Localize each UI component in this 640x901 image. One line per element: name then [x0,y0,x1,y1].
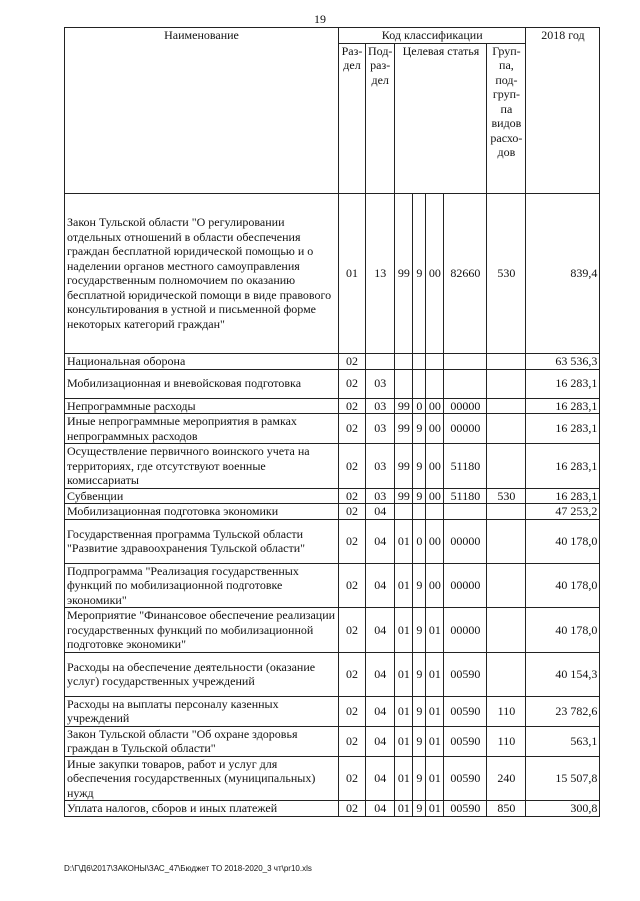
header-subsection: Под- раз- дел [366,43,395,193]
table-row [65,488,600,504]
row-target-1: 99 [395,193,413,353]
row-target-1: 01 [395,726,413,756]
header-name: Наименование [65,28,339,194]
row-target-1: 01 [395,756,413,801]
row-subsection: 03 [366,369,395,398]
row-target-2: 9 [413,608,426,653]
row-name: Мобилизационная и вневойсковая подготовка [65,369,339,398]
row-expense-group [487,563,526,608]
row-section: 02 [339,353,366,369]
row-expense-group [487,353,526,369]
row-target-3: 00 [426,444,444,489]
row-expense-group [487,369,526,398]
row-expense-group: 110 [487,726,526,756]
row-subsection: 04 [366,756,395,801]
row-target-2: 9 [413,696,426,726]
table-row [65,563,600,608]
row-sum: 15 507,8 [526,756,600,801]
row-expense-group [487,414,526,444]
table-row [65,652,600,696]
row-target-2: 9 [413,563,426,608]
row-target-2: 9 [413,801,426,817]
row-expense-group [487,444,526,489]
budget-table [64,27,600,817]
row-name: Государственная программа Тульской области "Развитие здравоохранения Тульской области" [65,519,339,563]
row-target-4: 00590 [444,756,487,801]
row-subsection: 04 [366,696,395,726]
table-row [65,193,600,353]
row-expense-group: 110 [487,696,526,726]
row-target-1: 99 [395,444,413,489]
row-section: 02 [339,608,366,653]
row-name: Мероприятие "Финансовое обеспечение реализации государственных функций по мобилизационной подготовке экономики" [65,608,339,653]
row-expense-group [487,519,526,563]
row-target-1 [395,353,413,369]
row-section: 01 [339,193,366,353]
row-target-2: 9 [413,444,426,489]
row-sum: 63 536,3 [526,353,600,369]
row-subsection: 04 [366,652,395,696]
row-target-1: 01 [395,608,413,653]
row-sum: 16 283,1 [526,369,600,398]
row-sum: 47 253,2 [526,504,600,520]
header-expense-group: Груп- па, под- груп- па видов расхо- дов [487,43,526,193]
row-subsection: 03 [366,398,395,414]
row-subsection: 13 [366,193,395,353]
row-section: 02 [339,652,366,696]
header-target: Целевая статья [395,43,487,193]
row-section: 02 [339,519,366,563]
row-target-3: 00 [426,398,444,414]
row-sum: 16 283,1 [526,398,600,414]
table-row [65,353,600,369]
row-target-3: 00 [426,519,444,563]
table-row [65,726,600,756]
row-target-3: 01 [426,801,444,817]
row-name: Мобилизационная подготовка экономики [65,504,339,520]
table-row [65,504,600,520]
row-expense-group: 850 [487,801,526,817]
row-target-3: 01 [426,652,444,696]
row-target-3: 01 [426,608,444,653]
header-code-group: Код классификации [339,28,526,44]
row-target-1: 01 [395,563,413,608]
header-year: 2018 год [526,28,600,194]
row-subsection: 04 [366,504,395,520]
row-target-3: 00 [426,563,444,608]
row-target-4 [444,353,487,369]
table-row [65,519,600,563]
row-expense-group [487,398,526,414]
row-subsection: 04 [366,563,395,608]
row-target-2: 9 [413,414,426,444]
row-section: 02 [339,801,366,817]
row-target-1: 99 [395,488,413,504]
row-sum: 563,1 [526,726,600,756]
row-target-2: 0 [413,398,426,414]
row-name: Иные непрограммные мероприятия в рамках непрограммных расходов [65,414,339,444]
row-target-1: 99 [395,414,413,444]
row-sum: 23 782,6 [526,696,600,726]
row-section: 02 [339,398,366,414]
page-number: 19 [314,12,326,26]
row-subsection: 03 [366,444,395,489]
row-name: Закон Тульской области "О регулировании отдельных отношений в области обеспечения граждан бесплатной юридической помощью и о наделении органов местного самоуправления государственным полномочием по оказанию бесплатной юридической помощи в виде правового консультирования в устной и письменной форме некоторых категорий граждан" [65,193,339,353]
file-path-footer: D:\Г\Д6\2017\ЗАКОНЫ\ЗАС_47\Бюджет ТО 2018-2020_3 чт\pr10.xls [64,864,312,873]
row-name: Закон Тульской области "Об охране здоровья граждан в Тульской области" [65,726,339,756]
row-section: 02 [339,504,366,520]
row-target-2: 9 [413,652,426,696]
row-target-2: 9 [413,193,426,353]
row-section: 02 [339,369,366,398]
row-target-1: 99 [395,398,413,414]
row-target-4: 51180 [444,488,487,504]
row-target-4: 00590 [444,652,487,696]
row-target-3: 00 [426,488,444,504]
row-target-1 [395,504,413,520]
row-target-2 [413,353,426,369]
row-expense-group: 240 [487,756,526,801]
table-row [65,398,600,414]
row-section: 02 [339,444,366,489]
table-row [65,444,600,489]
row-subsection: 03 [366,414,395,444]
row-section: 02 [339,696,366,726]
row-target-3: 00 [426,193,444,353]
row-target-4: 00000 [444,519,487,563]
row-target-3: 00 [426,414,444,444]
table-row [65,756,600,801]
row-section: 02 [339,414,366,444]
row-name: Осуществление первичного воинского учета на территориях, где отсутствуют военные комиссариаты [65,444,339,489]
row-expense-group: 530 [487,488,526,504]
row-sum: 16 283,1 [526,444,600,489]
table-row [65,369,600,398]
row-subsection [366,353,395,369]
row-target-4: 82660 [444,193,487,353]
row-section: 02 [339,756,366,801]
row-subsection: 04 [366,801,395,817]
row-subsection: 04 [366,519,395,563]
row-target-2: 9 [413,726,426,756]
table-row [65,696,600,726]
row-sum: 40 178,0 [526,608,600,653]
row-name: Субвенции [65,488,339,504]
table-row [65,414,600,444]
row-target-4 [444,504,487,520]
row-target-4: 00000 [444,414,487,444]
row-target-1: 01 [395,652,413,696]
row-target-2 [413,369,426,398]
row-target-3: 01 [426,756,444,801]
row-target-2: 9 [413,488,426,504]
row-target-4 [444,369,487,398]
row-target-1: 01 [395,519,413,563]
row-expense-group [487,504,526,520]
row-subsection: 04 [366,726,395,756]
row-sum: 839,4 [526,193,600,353]
row-target-2: 0 [413,519,426,563]
row-name: Расходы на выплаты персоналу казенных учреждений [65,696,339,726]
row-target-2: 9 [413,756,426,801]
row-target-4: 00000 [444,608,487,653]
row-name: Подпрограмма "Реализация государственных функций по мобилизационной подготовке экономики" [65,563,339,608]
row-section: 02 [339,563,366,608]
row-sum: 300,8 [526,801,600,817]
row-sum: 16 283,1 [526,414,600,444]
row-target-1: 01 [395,801,413,817]
table-row [65,801,600,817]
row-expense-group: 530 [487,193,526,353]
table-body [65,28,600,817]
row-sum: 16 283,1 [526,488,600,504]
row-subsection: 03 [366,488,395,504]
row-name: Национальная оборона [65,353,339,369]
row-sum: 40 178,0 [526,519,600,563]
header-section: Раз- дел [339,43,366,193]
row-expense-group [487,652,526,696]
row-target-3 [426,353,444,369]
row-name: Уплата налогов, сборов и иных платежей [65,801,339,817]
row-target-4: 51180 [444,444,487,489]
row-target-1 [395,369,413,398]
row-target-3 [426,504,444,520]
row-target-4: 00590 [444,696,487,726]
row-target-1: 01 [395,696,413,726]
row-target-3: 01 [426,696,444,726]
row-target-3 [426,369,444,398]
row-target-4: 00000 [444,398,487,414]
row-target-4: 00590 [444,726,487,756]
row-sum: 40 154,3 [526,652,600,696]
row-name: Иные закупки товаров, работ и услуг для обеспечения государственных (муниципальных) нужд [65,756,339,801]
row-expense-group [487,608,526,653]
row-section: 02 [339,488,366,504]
row-sum: 40 178,0 [526,563,600,608]
row-name: Непрограммные расходы [65,398,339,414]
row-target-3: 01 [426,726,444,756]
row-target-2 [413,504,426,520]
row-subsection: 04 [366,608,395,653]
row-section: 02 [339,726,366,756]
row-name: Расходы на обеспечение деятельности (оказание услуг) государственных учреждений [65,652,339,696]
row-target-4: 00000 [444,563,487,608]
table-row [65,608,600,653]
row-target-4: 00590 [444,801,487,817]
